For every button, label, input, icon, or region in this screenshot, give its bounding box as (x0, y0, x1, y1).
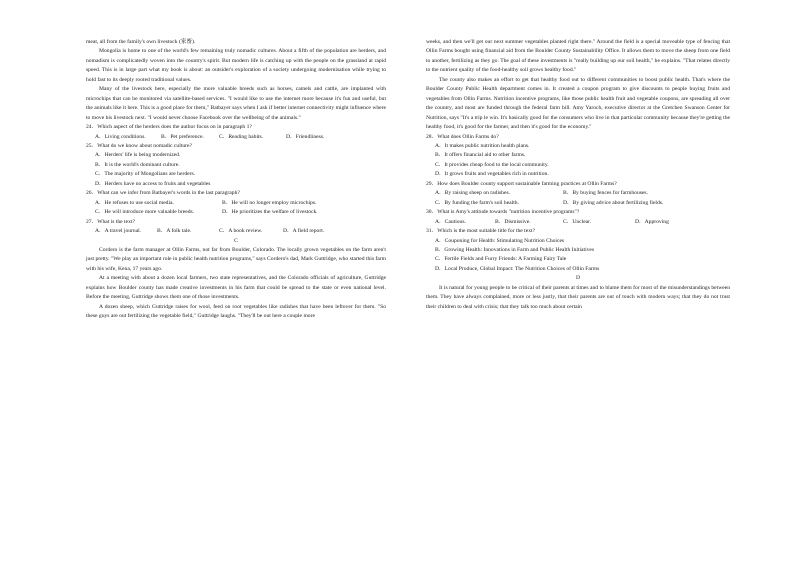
option-b[interactable]: B．Dismissive. (495, 218, 531, 225)
option-c[interactable]: C．He will introduce more valuable breeds. (95, 209, 195, 216)
option-a[interactable]: A．Cautious. (435, 218, 466, 225)
option-d[interactable]: D．A field report. (283, 228, 325, 235)
paragraph-mongolia: Mongolia is home to one of the world's few remaining truly nomadic cultures. About a fifth of the population are herders, and nomadism is complicatedly woven into the country's spirit. But modern life is catching up with the people on the grassland at rapid speed. This is in large part what my book is about: an outsider's exploration of a society undergoing modernisation while trying to hold fast to its deeply rooted traditional values. (86, 48, 386, 83)
option-d[interactable]: D．By giving advice about fertilizing fields. (563, 199, 664, 206)
option-c[interactable]: C．A book review. (219, 228, 263, 235)
option-d[interactable]: D．Approving (635, 218, 669, 225)
option-d[interactable]: D．Local Produce, Global Impact: The Nutrition Choices of Ollin Farms (435, 265, 600, 272)
question-stem: 30．What is Amy's attitude towards "nutrition incentive programs"? (426, 209, 580, 216)
paragraph-county: The county also makes an effort to get that healthy food out to different communities to boost public health. That's where the Boulder County Public Health department comes in. It created a coupon program to give discounts to people buying fruits and vegetables from Ollin Farms. Nutrition incentive programs, like those public health fruit and vegetable coupons, are spreading all over the country, and most are funded through the federal farm bill. Amy Yaroch, executive director at the Gretchen Swanson Center for Nutrition, says "It's a trip le win. It's basically good for the consumers who live in that particular community because they're getting the healthy food, it's good for the farmer, and then it's good for the economy." (426, 76, 730, 131)
option-c[interactable]: C．The majority of Mongolians are herders. (95, 171, 196, 178)
question-27 (86, 218, 386, 237)
paragraph-cordero: Cordero is the farm manager at Ollin Farms, not far from Boulder, Colorado. The locally grown vegetables on the farm aren't just pretty. "We play an important role in public health nutrition programs," says Cordero's dad, Mark Guttridge, who started this farm with his wife, Kena, 17 years ago. (86, 246, 386, 272)
option-d[interactable]: D．It grows fruits and vegetables rich in nutrition. (435, 171, 549, 178)
question-26 (86, 189, 386, 217)
paragraph-fencing: weeks, and then we'll get our next summer vegetables planted right there." Around the field is a special moveable type of fencing that Ollin Farms bought using financial aid from the Boulder County Sustainability Office. It allows them to move the sheep from one field to another, fertilizing as they go. The goal of these investments is "really building up our soil health," he explains. "That relates directly to the nutrient quality of the food-healthy soil grows healthy food." (426, 39, 730, 74)
options-row (426, 199, 730, 208)
question-30 (426, 208, 730, 227)
option-b[interactable]: B．It is the world's dominant culture. (95, 161, 180, 168)
options-row (86, 199, 386, 208)
question-24 (86, 123, 386, 142)
question-31 (426, 227, 730, 274)
option-c[interactable]: C．It provides cheap food to the local community. (435, 161, 549, 168)
section-heading-c: C (234, 237, 238, 244)
paragraph-livestock: Many of the livestock here, especially the more valuable breeds such as horses, camels and cattle, are implanted with microchips that can be monitored via satellite-based services. "I would like to use the internet more because it's fun and useful, but the animals like it here. This is a good place for them," Batbayer says when I ask if better internet connectivity might influence where to move his livestock next. "I would never choose Facebook over the wellbeing of the animals." (86, 86, 386, 121)
paragraph-sheep: A dozen sheep, which Guttridge raises for wool, feed on root vegetables like radishes that have been leftover for them. "So these guys are out fertilizing the vegetable field," Guttridge laughs. "They'll be out here a couple more (86, 303, 386, 320)
option-b[interactable]: B．By buying fences for farmhouses. (563, 190, 648, 197)
option-a[interactable]: A．Living conditions. (95, 133, 146, 140)
options-row (86, 208, 386, 217)
section-heading-d: D (575, 275, 581, 282)
options-row (426, 218, 730, 227)
question-stem: 27．What is the text? (86, 218, 135, 225)
question-stem: 25．What do we know about nomadic culture? (86, 142, 192, 149)
option-b[interactable]: B．A folk tale. (157, 228, 192, 235)
question-25 (86, 142, 386, 189)
options-row (86, 133, 386, 142)
paragraph-young-people: It is natural for young people to be critical of their parents at times and to blame them for most of the misunderstandings between them. They have always complained, more or less justly, that their parents are out of touch with modern ways; that they do not trust their children to deal with crisis; that they talk too much about certain (426, 284, 730, 310)
options-row (86, 227, 386, 236)
paragraph-intro-end: meat, all from the family's own livestock (家畜). (86, 39, 196, 45)
question-stem: 31．Which is the most suitable title for the text? (426, 228, 536, 235)
option-c[interactable]: C．Fertile Fields and Furry Friends: A Farming Fairy Tale (435, 256, 567, 263)
question-stem: 28．What does Ollin Farms do? (426, 133, 499, 140)
option-c[interactable]: C．By funding the farm's soil health. (435, 199, 519, 206)
right-column (426, 38, 730, 312)
option-c[interactable]: C．Reading habits. (219, 133, 264, 140)
question-28 (426, 133, 730, 180)
option-d[interactable]: D．Herders have no access to fruits and vegetables (95, 180, 211, 187)
option-a[interactable]: A．A travel journal. (95, 228, 142, 235)
option-b[interactable]: B．He will no longer employ microchips. (222, 199, 317, 206)
question-29 (426, 180, 730, 208)
option-a[interactable]: A．Couponing for Health: Stimulating Nutrition Choices (435, 237, 565, 244)
question-stem: 29．How does Boulder county support sustainable farming practices at Ollin Farms? (426, 180, 617, 187)
question-stem: 26．What can we infer from Batbayer's words in the last paragraph? (86, 190, 240, 197)
option-c[interactable]: C．Unclear. (563, 218, 592, 225)
left-column (86, 38, 386, 322)
option-b[interactable]: B．Pet preference. (161, 133, 204, 140)
option-b[interactable]: B．Growing Health: Innovations in Farm and Public Health Initiatives (435, 246, 595, 253)
option-a[interactable]: A．Herders' life is being modernized. (95, 152, 181, 159)
option-b[interactable]: B．It offers financial aid to other farms. (435, 152, 526, 159)
option-d[interactable]: D．Friendliness. (286, 133, 325, 140)
options-row (426, 189, 730, 198)
option-a[interactable]: A．It makes public nutrition health plans. (435, 142, 530, 149)
paragraph-meeting: At a meeting with about a dozen local farmers, two state representatives, and the Colorado officials of agriculture, Guttridge explains how Boulder county has made creative investments in his farm that could be spread to the state or even national level. Before the meeting, Guttridge shows them one of those investments. (86, 275, 386, 301)
option-d[interactable]: D．He prioritizes the welfare of livestock. (222, 209, 318, 216)
option-a[interactable]: A．He refuses to use social media. (95, 199, 174, 206)
question-stem: 24．Which aspect of the herders does the author focus on in paragraph 1? (86, 124, 252, 131)
option-a[interactable]: A．By raising sheep on radishes. (435, 190, 511, 197)
